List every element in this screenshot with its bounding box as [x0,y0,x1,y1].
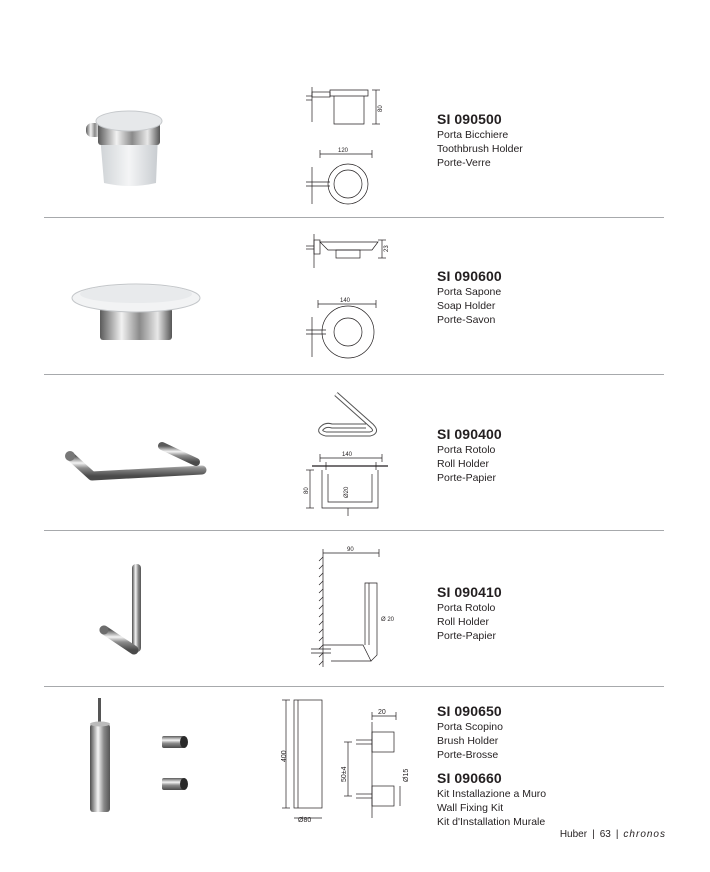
product-info-090600 [437,268,677,327]
dim-width: 90 [347,547,354,553]
brush-holder-photo [80,696,120,816]
product-code: SI 090500 [437,111,502,127]
product-name-en: Roll Holder [437,457,489,470]
product-name-it: Porta Sapone [437,286,502,298]
soap-holder-drawing [300,232,395,362]
footer-separator: | [615,829,619,840]
product-info-090400 [437,426,677,485]
product-name-en: Soap Holder [437,299,496,312]
roll-holder-photo [62,436,208,496]
page-footer [560,829,666,840]
brush-holder-drawing [276,696,336,824]
page-number: 63 [599,829,611,840]
wall-fixing-kit-drawing [336,706,416,824]
dim-width: 140 [340,298,351,304]
collection-logo: chronos [623,829,666,840]
product-name-it: Kit Installazione a Muro [437,788,547,801]
product-name-en: Wall Fixing Kit [437,802,504,815]
product-name-fr: Porte-Brosse [437,748,499,761]
dim-width: 140 [342,452,353,458]
product-name-it: Porta Bicchiere [437,129,509,141]
section-divider [44,374,664,375]
dim-kit-diameter: Ø15 [403,768,410,782]
dim-height: 400 [281,750,288,762]
vertical-roll-holder-photo [96,560,156,660]
section-divider [44,530,664,531]
section-divider [44,686,664,687]
product-name-en: Toothbrush Holder [437,142,523,155]
product-name-it: Porta Rotolo [437,602,496,614]
product-name-it: Porta Scopino [437,721,503,733]
product-name-fr: Porte-Papier [437,629,496,642]
dim-diameter: Ø 20 [381,617,395,623]
product-info-090650 [437,703,677,830]
product-name-fr: Porte-Savon [437,313,496,326]
dim-height: 80 [304,487,310,494]
section-divider [44,217,664,218]
product-code: SI 090600 [437,268,502,284]
product-code: SI 090410 [437,584,502,600]
wall-fixing-kit-photo [158,730,194,800]
dim-diameter: Ø80 [298,817,312,824]
product-info-090500 [437,111,677,170]
product-code: SI 090650 [437,703,502,719]
dim-spacing: 50±4 [341,766,348,782]
product-name-en: Brush Holder [437,734,499,747]
dim-height: 23 [384,245,390,252]
vertical-roll-holder-drawing [305,543,405,671]
dim-kit-width: 20 [378,709,386,716]
toothbrush-holder-drawing [300,82,390,212]
roll-holder-drawing [298,390,398,520]
footer-separator: | [592,829,595,840]
toothbrush-holder-photo [78,105,168,190]
product-code: SI 090400 [437,426,502,442]
product-code: SI 090660 [437,770,502,787]
dim-width: 120 [338,148,349,154]
dim-diameter: Ø20 [344,486,350,498]
soap-holder-photo [66,272,206,347]
dim-height: 80 [378,105,384,112]
product-name-fr: Porte-Papier [437,471,496,484]
product-name-fr: Porte-Verre [437,156,491,169]
product-info-090410 [437,584,677,643]
product-name-fr: Kit d'Installation Murale [437,815,546,828]
product-name-it: Porta Rotolo [437,444,496,456]
footer-brand: Huber [559,829,588,840]
product-name-en: Roll Holder [437,615,489,628]
